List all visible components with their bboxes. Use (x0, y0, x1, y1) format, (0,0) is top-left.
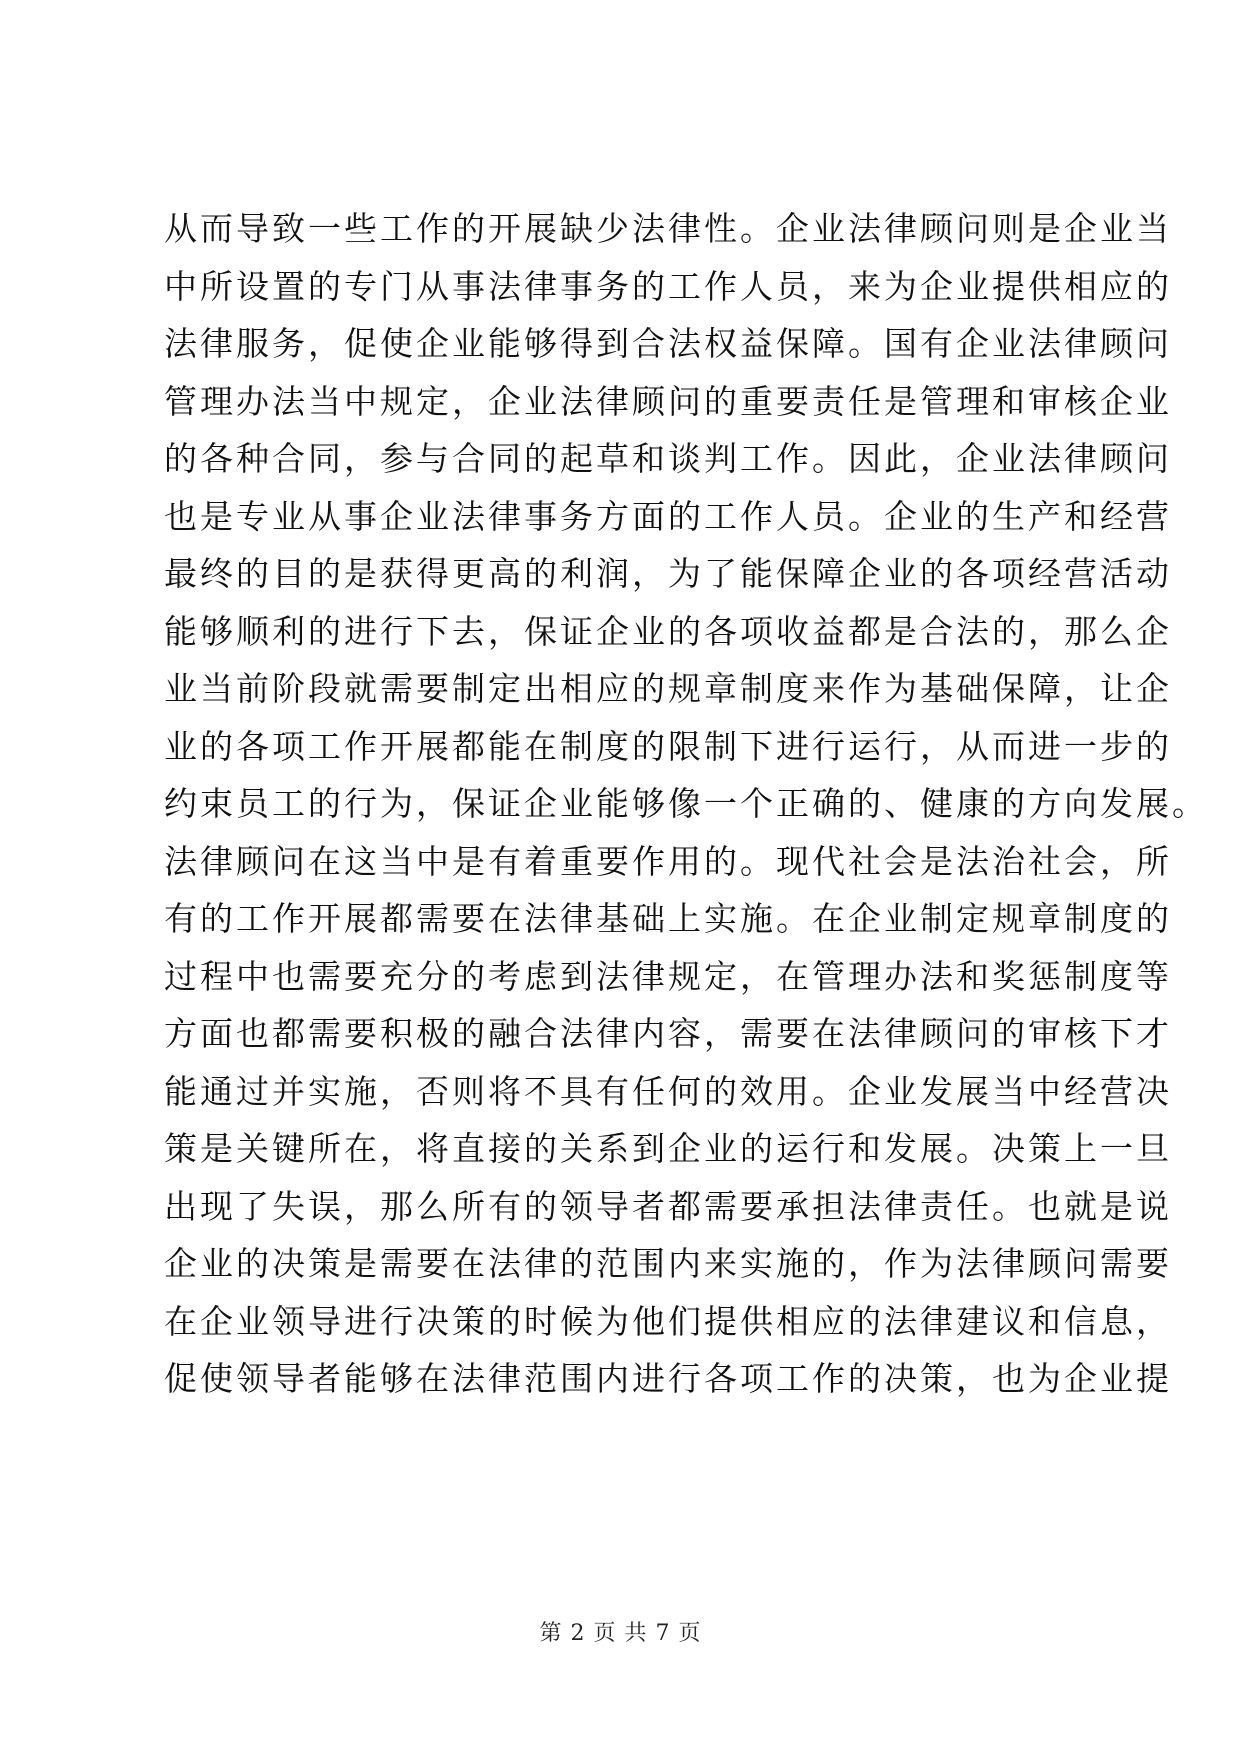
text-line-13: 有的工作开展都需要在法律基础上实施。在企业制定规章制度的 (164, 899, 1172, 938)
text-line-19: 企业的决策是需要在法律的范围内来实施的，作为法律顾问需要 (164, 1244, 1172, 1283)
text-line-14: 过程中也需要充分的考虑到法律规定，在管理办法和奖惩制度等 (164, 956, 1172, 996)
text-line-18: 出现了失误，那么所有的领导者都需要承担法律责任。也就是说 (164, 1186, 1172, 1226)
text-line-3: 法律服务，促使企业能够得到合法权益保障。国有企业法律顾问 (164, 324, 1172, 363)
text-line-20: 在企业领导进行决策的时候为他们提供相应的法律建议和信息， (164, 1301, 1172, 1341)
text-line-17: 策是关键所在，将直接的关系到企业的运行和发展。决策上一旦 (164, 1129, 1172, 1168)
text-line-5: 的各种合同，参与合同的起草和谈判工作。因此，企业法律顾问 (164, 439, 1172, 478)
text-line-8: 能够顺利的进行下去，保证企业的各项收益都是合法的，那么企 (164, 611, 1172, 651)
body-text (164, 200, 1208, 1408)
text-line-12: 法律顾问在这当中是有着重要作用的。现代社会是法治社会，所 (164, 841, 1172, 881)
text-line-16: 能通过并实施，否则将不具有任何的效用。企业发展当中经营决 (164, 1071, 1172, 1111)
text-line-9: 业当前阶段就需要制定出相应的规章制度来作为基础保障，让企 (164, 669, 1172, 708)
text-line-21: 促使领导者能够在法律范围内进行各项工作的决策，也为企业提 (164, 1359, 1172, 1398)
page-number-label: 第 2 页 共 7 页 (539, 1621, 702, 1646)
page-footer (0, 1616, 1241, 1647)
text-line-2: 中所设置的专门从事法律事务的工作人员，来为企业提供相应的 (164, 266, 1172, 306)
text-line-15: 方面也都需要积极的融合法律内容，需要在法律顾问的审核下才 (164, 1014, 1172, 1053)
text-line-4: 管理办法当中规定，企业法律顾问的重要责任是管理和审核企业 (164, 381, 1172, 421)
text-line-10: 业的各项工作开展都能在制度的限制下进行运行，从而进一步的 (164, 726, 1172, 766)
text-line-1: 从而导致一些工作的开展缺少法律性。企业法律顾问则是企业当 (164, 209, 1172, 248)
text-line-11: 约束员工的行为，保证企业能够像一个正确的、健康的方向发展。 (164, 784, 1208, 823)
text-line-7: 最终的目的是获得更高的利润，为了能保障企业的各项经营活动 (164, 554, 1172, 593)
text-line-6: 也是专业从事企业法律事务方面的工作人员。企业的生产和经营 (164, 496, 1172, 536)
